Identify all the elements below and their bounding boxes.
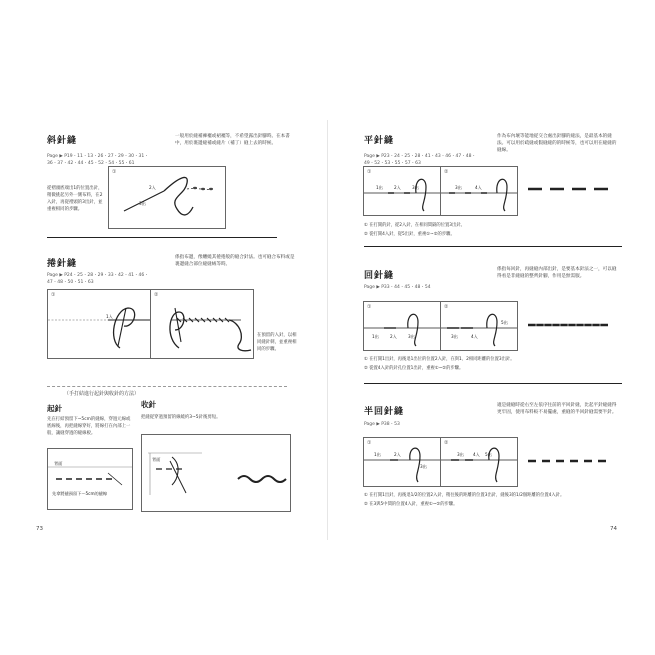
- running-note-1: ① 在打開的針，從2入針，在相同間隔的位置3出針。: [364, 223, 465, 228]
- svg-text:3出: 3出: [412, 185, 419, 190]
- svg-text:1出: 1出: [372, 334, 379, 339]
- running-description: 作為布內壞等能地從交合處出針腳的縫法，是最基本的縫法。可以用於疏縫或假縫縫的的時候等，也可以用在縫縫的縫線。: [497, 134, 617, 154]
- step-number: ①: [367, 169, 372, 175]
- running-illustration-1: [364, 167, 440, 215]
- svg-text:2入: 2入: [149, 185, 156, 190]
- left-page: [0, 0, 327, 655]
- step-number: ②: [444, 304, 449, 310]
- start-stitch-illustration: [48, 449, 132, 509]
- svg-text:1出: 1出: [374, 452, 381, 457]
- backstitch-note-1: ① 在打開1出針，再後退1出位的位置2入針，在與1、2相同距離的位置3出針。: [364, 357, 515, 362]
- slant-side-note: 從褶頭底端出1的位置出針，稍微挑起另外一側布料，在2入針，再從褶頭的3出針，並重複相同的步驟。: [47, 186, 103, 212]
- section-divider: [364, 246, 622, 247]
- backstitch-diagram-1: [363, 301, 441, 351]
- running-result: [524, 182, 612, 196]
- running-diagram-1: [363, 166, 441, 216]
- half-backstitch-note-2: ② 在3與5中間的位置4入針，重複①~②的步驟。: [364, 502, 458, 507]
- half-backstitch-page-ref: Page ▶ P38・53: [364, 422, 400, 427]
- blanket-side-note: 在預留的入針，以相同縫針刺，並重複相同的步驟。: [257, 333, 297, 352]
- step-number: ①: [367, 440, 372, 446]
- svg-text:5出: 5出: [485, 452, 492, 457]
- slant-page-ref: Page ▶ P19・11・13・26・27・29・30・31・36・37・42・44・45・52・54・55・61: [47, 154, 149, 166]
- backstitch-page-ref: Page ▶ P33・44・45・48・54: [364, 285, 431, 290]
- slant-diagram: [108, 166, 226, 229]
- blanket-illustration-1: [48, 290, 150, 358]
- svg-text:1入: 1入: [106, 314, 113, 319]
- step-number: ①: [367, 304, 372, 310]
- half-backstitch-description: 適是縫縫時從右至左依序往前的平回針縫，比起平針縫縫得更牢固，使用布料較不易擺處，重縫的半回針縫需要半針。: [497, 403, 617, 416]
- dashed-divider: [47, 386, 287, 388]
- blanket-page-ref: Page ▶ P24・25・28・29・33・42・41・46・47・48・50・51・63: [47, 273, 149, 285]
- start-stitch-diagram: [47, 448, 133, 510]
- blanket-diagram-2: [150, 289, 254, 359]
- half-backstitch-illustration-2: [441, 438, 517, 486]
- running-diagram-2: [440, 166, 518, 216]
- end-stitch-diagram: [141, 434, 291, 512]
- svg-text:4入: 4入: [471, 334, 478, 339]
- svg-text:3出: 3出: [408, 334, 415, 339]
- start-stitch-label: 先拿將縫預留下～5cm的縫線: [52, 491, 108, 496]
- svg-text:4入: 4入: [475, 185, 482, 190]
- step-number: ②: [154, 292, 159, 298]
- section-divider: [364, 383, 622, 384]
- backstitch-diagram-2: [440, 301, 518, 351]
- svg-text:4入: 4入: [473, 452, 480, 457]
- step-number: ②: [444, 440, 449, 446]
- end-stitch-illustration: [142, 435, 290, 511]
- back-label: 背面: [54, 461, 63, 466]
- svg-text:3出: 3出: [455, 185, 462, 190]
- backstitch-note-2: ② 從置4入針的針孔位置1出針，重複①~②的步驟。: [364, 366, 464, 371]
- backstitch-illustration-1: [364, 302, 440, 350]
- start-stitch-title: 起針: [47, 404, 62, 413]
- end-stitch-desc: 把縫從穿過預留的線繞約3~5針後剪短。: [141, 415, 221, 420]
- back-label: 背面: [152, 457, 161, 462]
- svg-text:5出: 5出: [501, 320, 508, 325]
- backstitch-title: 回針縫: [364, 271, 395, 281]
- blanket-description: 係指布邊，像纏繞其捲捲般的縫合針法。也可縫合布料或是裹邊縫合部位縫縫絨等時。: [175, 255, 295, 268]
- svg-text:2入: 2入: [394, 185, 401, 190]
- svg-text:1出: 1出: [376, 185, 383, 190]
- step-number: ②: [444, 169, 449, 175]
- blanket-illustration-2: [151, 290, 253, 358]
- half-backstitch-illustration-1: [364, 438, 440, 486]
- backstitch-result: [524, 318, 612, 332]
- half-backstitch-diagram-1: [363, 437, 441, 487]
- running-note-2: ② 從打開4入針，從5出針，重複①~②的步驟。: [364, 232, 455, 237]
- thread-method-subtitle: （手打結進行起針與收針的方法）: [64, 391, 140, 397]
- step-number: ①: [112, 169, 117, 175]
- svg-text:3出: 3出: [420, 464, 427, 469]
- backstitch-illustration-2: [441, 302, 517, 350]
- running-illustration-2: [441, 167, 517, 215]
- svg-text:3出: 3出: [451, 334, 458, 339]
- backstitch-description: 係指每回針，再縫縫內部出針，是要基本針法之一，可以縫得看是非縫縫的整齊針腳，作用是無需服。: [497, 267, 617, 280]
- slant-stitch-title: 斜針縫: [47, 136, 78, 146]
- svg-text:2入: 2入: [390, 334, 397, 339]
- svg-text:3出: 3出: [139, 201, 146, 206]
- running-stitch-title: 平針縫: [364, 136, 395, 146]
- half-backstitch-note-1: ① 在打開1出針，再後退1/2的位置2入針，稍往後的距離的位置3出針，縫後3的1/2個距離的位置4入針。: [364, 493, 565, 498]
- page-number: 73: [36, 526, 43, 532]
- slant-illustration: [109, 167, 225, 228]
- slant-description: 一般用於縫補褲襬或裙襬等，不希望露出針腳時。在本書中，用於裹邊縫補或縫片（補丁）縫上去的時候。: [175, 134, 290, 147]
- half-backstitch-title: 半回針縫: [364, 407, 405, 417]
- page-number: 74: [610, 526, 617, 532]
- running-page-ref: Page ▶ P23・24・25・28・41・43・46・47・48・49・52・53・55・57・63: [364, 154, 476, 166]
- blanket-stitch-title: 捲針縫: [47, 259, 78, 269]
- section-divider: [47, 237, 277, 238]
- half-backstitch-diagram-2: [440, 437, 518, 487]
- svg-text:3出: 3出: [457, 452, 464, 457]
- step-number: ①: [51, 292, 56, 298]
- half-backstitch-result: [524, 454, 612, 468]
- right-page: [328, 0, 655, 655]
- end-stitch-title: 收針: [141, 400, 156, 409]
- blanket-diagram-1: [47, 289, 151, 359]
- start-stitch-desc: 先在打結預留下~5cm的縫線，穿過元線或底線後，再把縫線穿好，將線打在內部上一般，讓縫穿過的縫線板。: [47, 417, 131, 436]
- svg-text:2入: 2入: [394, 452, 401, 457]
